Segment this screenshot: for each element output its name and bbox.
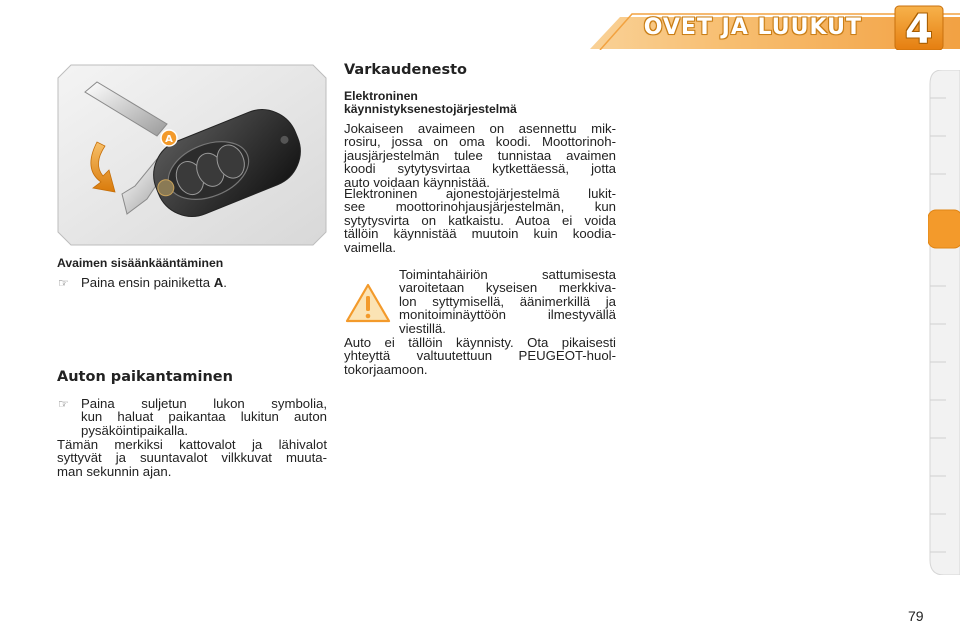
key-bullet-end: . <box>223 275 227 290</box>
key-bullet-text: Paina ensin painiketta <box>81 275 211 290</box>
callout-a-label: A <box>165 134 173 145</box>
para-line: sytytysvirta on katkaistu. Autoa ei voida <box>344 212 616 228</box>
warning-line: varoitetaan kyseisen merkkiva- <box>399 280 616 296</box>
warning-line: viestillä. <box>399 320 446 336</box>
locate-para-line: man sekunnin ajan. <box>57 463 172 479</box>
para-line: jausjärjestelmän tulee tunnistaa avaimen <box>344 147 616 163</box>
locate-bullet-line: Paina suljetun lukon symbolia, <box>81 396 327 411</box>
para-line: see moottorinohjausjärjestelmän, kun <box>344 199 616 215</box>
warning-line: monitoiminäyttöön ilmestyvällä <box>399 307 616 323</box>
para-line: yhteyttä valtuutettuun PEUGEOT-huol- <box>344 348 616 364</box>
para-line: Elektroninen ajonestojärjestelmä lukit- <box>344 186 616 201</box>
immobiliser-paragraph-3 <box>344 336 616 376</box>
antitheft-heading: Varkaudenesto <box>344 62 468 78</box>
locate-bullet-line: pysäköintipaikalla. <box>81 422 189 438</box>
locate-heading: Auton paikantaminen <box>57 369 233 385</box>
warning-line: lon syttymisellä, äänimerkillä ja <box>399 293 616 309</box>
chapter-title: OVET JA LUUKUT <box>643 15 862 40</box>
para-line: Auto ei tällöin käynnisty. Ota pikaisesti <box>344 335 616 350</box>
chapter-tab-strip <box>928 70 960 575</box>
warning-note <box>399 268 616 335</box>
immobiliser-subheading <box>344 90 517 117</box>
pointer-icon: ☞ <box>58 397 69 411</box>
warning-triangle-icon <box>345 282 391 324</box>
warning-line: Toimintahäiriön sattumisesta <box>399 267 616 282</box>
key-bullet <box>81 276 227 289</box>
key-illustration <box>57 64 327 246</box>
para-line: Jokaiseen avaimeen on asennettu mik- <box>344 121 616 136</box>
pointer-icon: ☞ <box>58 276 69 290</box>
immobiliser-paragraph-2 <box>344 187 616 254</box>
page-number: 79 <box>908 608 924 624</box>
locate-bullet <box>81 397 327 437</box>
locate-para-line: Tämän merkiksi kattovalot ja lähivalot <box>57 437 327 452</box>
para-line: tällöin käynnistää muutoin kuin koodia- <box>344 226 616 242</box>
locate-bullet-line: kun haluat paikantaa lukitun auton <box>81 409 327 425</box>
para-line: koodi sytytysvirtaa kytkettäessä, jotta <box>344 161 616 177</box>
key-heading: Avaimen sisäänkääntäminen <box>57 256 224 270</box>
chapter-number-badge: 4 <box>905 7 933 53</box>
para-line: vaimella. <box>344 239 397 255</box>
subheading-line: Elektroninen <box>344 89 418 103</box>
para-line: rosiru, jossa on oma koodi. Moottorinoh- <box>344 134 616 150</box>
para-line: tokorjaamoon. <box>344 361 428 377</box>
locate-paragraph <box>57 438 327 478</box>
chapter-header <box>0 0 960 53</box>
locate-para-line: syttyvät ja suuntavalot vilkkuvat muuta- <box>57 450 327 466</box>
tab-strip-graphic <box>928 70 960 575</box>
key-bullet-bold: A <box>213 275 224 290</box>
para-line: auto voidaan käynnistää. <box>344 174 490 190</box>
subheading-line: käynnistyksenestojärjestelmä <box>344 102 517 117</box>
immobiliser-paragraph-1 <box>344 122 616 189</box>
